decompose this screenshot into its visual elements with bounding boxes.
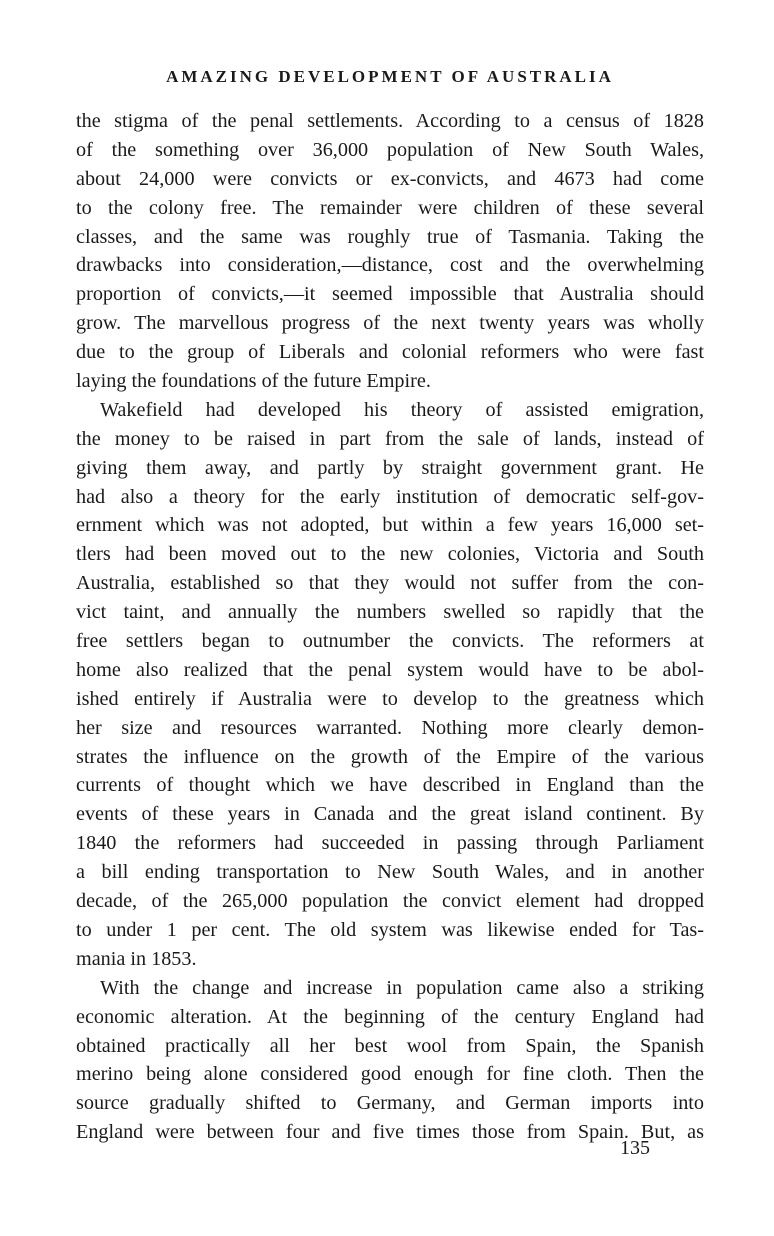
- text-line: 1840 the reformers had succeeded in passing through Parliament: [76, 832, 704, 855]
- text-line: grow. The marvellous progress of the next twenty years was wholly: [76, 312, 704, 335]
- text-line: of the something over 36,000 population of New South Wales,: [76, 138, 704, 161]
- text-line: home also realized that the penal system would have to be abol-: [76, 658, 704, 681]
- text-line: to the colony free. The remainder were children of these several: [76, 196, 704, 219]
- text-line: had also a theory for the early institution of democratic self-gov-: [76, 485, 704, 508]
- text-line: obtained practically all her best wool from Spain, the Spanish: [76, 1034, 704, 1057]
- text-line: the money to be raised in part from the sale of lands, instead of: [76, 427, 704, 450]
- text-line: economic alteration. At the beginning of the century England had: [76, 1005, 704, 1028]
- text-line: classes, and the same was roughly true of Tasmania. Taking the: [76, 225, 704, 248]
- text-line: her size and resources warranted. Nothing more clearly demon-: [76, 716, 704, 739]
- text-line: giving them away, and partly by straight government grant. He: [76, 456, 704, 479]
- running-head: AMAZING DEVELOPMENT OF AUSTRALIA: [166, 67, 614, 86]
- text-line: a bill ending transportation to New South Wales, and in another: [76, 861, 704, 884]
- text-line: Australia, established so that they would not suffer from the con-: [76, 572, 704, 595]
- text-line: due to the group of Liberals and colonial reformers who were fast: [76, 341, 704, 364]
- page-number: 135: [620, 1137, 650, 1159]
- text-line: drawbacks into consideration,—distance, cost and the overwhelming: [76, 254, 704, 277]
- paragraph-first-line: With the change and increase in population came also a striking: [100, 976, 704, 999]
- text-line: the stigma of the penal settlements. According to a census of 1828: [76, 110, 704, 132]
- body-text: [76, 107, 704, 1147]
- text-line: proportion of convicts,—it seemed impossible that Australia should: [76, 283, 704, 306]
- text-line: tlers had been moved out to the new colonies, Victoria and South: [76, 543, 704, 566]
- text-line: source gradually shifted to Germany, and German imports into: [76, 1092, 704, 1115]
- text-line: England were between four and five times those from Spain. But, as: [76, 1121, 704, 1144]
- text-line: merino being alone considered good enough for fine cloth. Then the: [76, 1063, 704, 1086]
- text-line: currents of thought which we have described in England than the: [76, 774, 704, 797]
- text-line: ished entirely if Australia were to develop to the greatness which: [76, 687, 704, 710]
- text-line: to under 1 per cent. The old system was likewise ended for Tas-: [76, 918, 704, 941]
- paragraph-first-line: Wakefield had developed his theory of assisted emigration,: [100, 398, 704, 421]
- text-line: strates the influence on the growth of the Empire of the various: [76, 745, 704, 768]
- paragraph-end-line: laying the foundations of the future Empire.: [76, 370, 431, 393]
- text-line: decade, of the 265,000 population the convict element had dropped: [76, 890, 704, 913]
- paragraph-end-line: mania in 1853.: [76, 947, 197, 970]
- text-line: events of these years in Canada and the great island continent. By: [76, 803, 704, 826]
- text-line: about 24,000 were convicts or ex-convicts, and 4673 had come: [76, 167, 704, 190]
- text-line: vict taint, and annually the numbers swelled so rapidly that the: [76, 601, 704, 624]
- text-line: free settlers began to outnumber the convicts. The reformers at: [76, 630, 704, 653]
- text-line: ernment which was not adopted, but within a few years 16,000 set-: [76, 514, 704, 537]
